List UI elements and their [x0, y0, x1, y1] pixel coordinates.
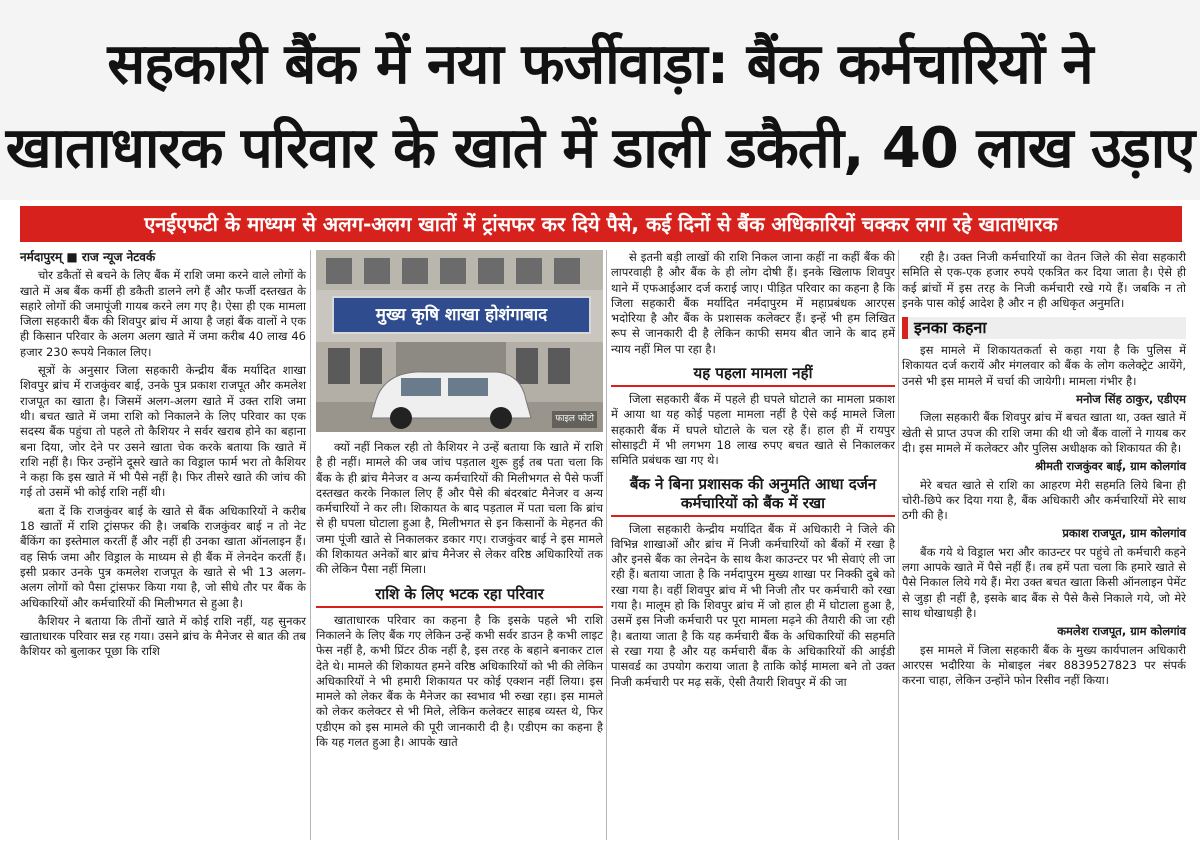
- subheading: राशि के लिए भटक रहा परिवार: [316, 584, 603, 608]
- paragraph: कैशियर ने बताया कि तीनों खाते में कोई राशि नहीं, यह सुनकर खाताधारक परिवार सन्न रह गया। उसने ब्रांच के मैनेजर से बात की तब कैशियर को बुलाकर पूछा कि राशि: [20, 613, 306, 659]
- quote-text: मेरे बचत खाते से राशि का आहरण मेरी सहमति लिये बिना ही चोरी-छिपे कर दिया गया है, बैंक अधिकारी और कर्मचारियों मेरे साथ ठगी की है।: [902, 477, 1186, 523]
- quote-attribution: श्रीमती राजकुंवर बाई, ग्राम कोलगांव: [1034, 459, 1186, 474]
- paragraph: चोर डकैतों से बचने के लिए बैंक में राशि जमा करने वाले लोगों के खाते में अब बैंक कर्मी ही डकैती डालने लगे हैं और फर्जी दस्तखत के सहारे लोगों की जमापूंजी गायब करने लग गए है। ऐसा ही एक मामला जिला सहकारी बैंक की शिवपुर ब्रांच में आया है जहां बैंक वालों ने एक ही किसान परिवार के अलग अलग खाते में जमा करीब 40 लाख 46 हजार 230 रूपये निकाल लिए।: [20, 268, 306, 359]
- bank-branch-photo: [316, 250, 603, 432]
- paragraph: खाताधारक परिवार का कहना है कि इसके पहले भी राशि निकालने के लिए बैंक गए लेकिन उन्हें कभी सर्वर डाउन है कभी लाइट फेस नहीं है, कभी प्रिंटर ठीक नहीं है, इस तरह के बहाने बनाकर टाल देते थे। मामले की शिकायत हमने वरिष्ठ अधिकारियों को भी की लेकिन अधिकारियों ने भी हमारी शिकायत पर कोई एक्शन नहीं लिया। इस मामले को लेकर बैंक के मैनेजर का स्वभाव भी रुखा रहा। इस मामले को लेकर कलेक्टर से भी मिले, लेकिन कलेक्टर साहब व्यस्त थे, फिर एडीएम को इस मामले की पूरी जानकारी दी है। एडीएम का कहना है कि यह गलत हुआ है। आपके खाते: [316, 612, 603, 750]
- paragraph: से इतनी बड़ी लाखों की राशि निकल जाना कहीं ना कहीं बैंक की लापरवाही है और बैंक के ही लोग दोषी हैं। इनके खिलाफ शिवपुर थाने में एफआईआर दर्ज कराई जाए। पीड़ित परिवार का कहना है कि जिला सहकारी बैंक मर्यादित नर्मदापुरम में महाप्रबंधक आरएस भदोरिया है और बैंक के प्रशासक कलेक्टर हैं। इन्हें भी हम लिखित रूप से जानकारी दी है लेकिन काफी समय बीत जाने के बाद हमें न्याय नहीं मिल पा रहा है।: [611, 250, 895, 356]
- article-column-4: [902, 250, 1186, 691]
- building-illustration: [316, 250, 603, 432]
- byline: नर्मदापुरम् ■ राज न्यूज नेटवर्क: [20, 250, 156, 264]
- section-heading: इनका कहना: [902, 317, 1186, 339]
- column-divider: [310, 250, 311, 840]
- quote-text: बैंक गये थे विड्राल भरा और काउन्टर पर पहुंचे तो कर्मचारी कहने लगा आपके खाते में पैसे नहीं हैं। तब हमें पता चला कि हमारे खाते से पैसे निकाल लिये गये हैं। मेरा उक्त बचत खाता किसी ऑनलाइन पेमेंट से जुड़ा ही नहीं है, इसके बाद बैंक से पैसे कैसे निकाले गये, जो मेरे साथ धोखाधड़ी है।: [902, 544, 1186, 620]
- headline-line-1: सहकारी बैंक में नया फर्जीवाड़ा: बैंक कर्मचारियों ने: [107, 32, 1093, 97]
- quote-attribution: कमलेश राजपूत, ग्राम कोलगांव: [1057, 624, 1186, 639]
- strap-banner: एनईएफटी के माध्यम से अलग-अलग खातों में ट्रांसफर कर दिये पैसे, कई दिनों से बैंक अधिकारियों चक्कर लगा रहे खाताधारक: [20, 206, 1182, 242]
- article-column-1: [20, 250, 306, 663]
- column-divider: [898, 250, 899, 840]
- subheading: यह पहला मामला नहीं: [611, 363, 895, 387]
- paragraph: क्यों नहीं निकल रही तो कैशियर ने उन्हें बताया कि खाते में राशि है ही नहीं। मामले की जब जांच पड़ताल शुरू हुई तब पता चला कि बैंक के ही ब्रांच मैनेजर व अन्य कर्मचारियों की मिलीभगत से पैसे फर्जी दस्तखत करके निकाल लिए हैं और पैसे की बंदरबांट मैनेजर व अन्य कर्मचारियों ने कर ली। शिकायत के बाद पड़ताल में पता चला कि ब्रांच से ही घपला घोटाला हुआ है, मिलीभगत से इन किसानों के मेहनत की जमा पूंजी खाते से निकालकर डकार गए। राजकुंवर बाई ने इस मामले की शिकायत अनेकों बार ब्रांच मैनेजर से लेकर वरिष्ठ अधिकारियों तक की लेकिन पैसा नहीं मिला।: [316, 440, 603, 577]
- column-divider: [606, 250, 607, 840]
- quote-text: इस मामले में जिला सहकारी बैंक के मुख्य कार्यपालन अधिकारी आरएस भदौरिया के मोबाइल नंबर 8839527823 पर संपर्क करना चाहा, लेकिन उन्होंने फोन रिसीव नहीं किया।: [902, 642, 1186, 688]
- article-column-3: [611, 250, 895, 693]
- quote-text: जिला सहकारी बैंक शिवपुर ब्रांच में बचत खाता था, उक्त खाते में खेती से प्राप्त उपज की राशि जमा की थी जो बैंक वालों ने गायब कर दी। इस मामले में कलेक्टर और पुलिस अधीक्षक को शिकायत की है।: [902, 410, 1186, 455]
- branch-signboard: मुख्य कृषि शाखा होशंगाबाद: [332, 296, 591, 334]
- headline-line-2: खाताधारक परिवार के खाते में डाली डकैती, 40 लाख उड़ाए: [5, 116, 1195, 181]
- subheading: बैंक ने बिना प्रशासक की अनुमति आधा दर्जन कर्मचारियों को बैंक में रखा: [611, 475, 895, 517]
- quote-attribution: प्रकाश राजपूत, ग्राम कोलगांव: [1062, 526, 1186, 541]
- quote-text: इस मामले में शिकायतकर्ता से कहा गया है कि पुलिस में शिकायत दर्ज करायें और मंगलवार को बैंक के लोग कलेक्ट्रेट आयेंगे, उनसे भी इस मामले में चर्चा की जायेगी। मामला गंभीर है।: [902, 343, 1186, 388]
- photo-caption: फाइल फोटो: [552, 411, 597, 428]
- paragraph: बता दें कि राजकुंवर बाई के खाते से बैंक अधिकारियों ने करीब 18 खातों में राशि ट्रांसफर की है। जबकि राजकुंवर बाई न तो नेट बैंकिंग का इस्तेमाल करतीं हैं और नहीं ही उनका खाता ऑनलाइन हैं। वह सिर्फ जमा और विड्राल के माध्यम से ही बैंक में लेनदेन करतीं हैं। इसी प्रकार उनके पुत्र कमलेश राजपूत के खाते से भी 13 अलग-अलग लोगों को पैसा ट्रांसफर किया गया है, जो सीधे तौर पर बैंक के अधिकारियों और कर्मचारियों की मिलीभगत से हुआ है।: [20, 503, 306, 610]
- paragraph: जिला सहकारी बैंक में पहले ही घपले घोटाले का मामला प्रकाश में आया था यह कोई पहला मामला नहीं है ऐसे कई मामले जिला सहकारी बैंक में घपले घोटाले के चल रहे हैं। हाल ही में रायपुर सोसाइटी में भी लगभग 18 लाख रुपए बचत खाते से निकालकर समिति प्रबंधक खा गए थे।: [611, 392, 895, 468]
- paragraph: सूत्रों के अनुसार जिला सहकारी केन्द्रीय बैंक मर्यादित शाखा शिवपुर ब्रांच में राजकुंवर बाई, उनके पुत्र प्रकाश राजपूत और कमलेश राजपूत का खाता है। जिसमें अलग-अलग खाते में उक्त राशि जमा थी। बचत खाते में जमा राशि को निकालने के लिए परिवार का एक सदस्य बैंक पहुंचा तो पहले तो कैशियर ने सर्वर खराब होने का बहाना बना दिया, जोर देने पर उसने खाता चेक करके बताया कि खाते में राशि नहीं है। फिर उन्होंने दूसरे खाते का विड्राल फार्म भरा तो कैशियर ने कहा कि इस खाते में भी पैसे नहीं है। फिर तीसरे खाते की जांच की गई तो उसमें भी कोई राशि नहीं थी।: [20, 363, 306, 500]
- headline-block: [0, 0, 1200, 200]
- quote-attribution: मनोज सिंह ठाकुर, एडीएम: [1076, 392, 1186, 407]
- paragraph: रही है। उक्त निजी कर्मचारियों का वेतन जिले की सेवा सहकारी समिति से एक-एक हजार रुपये एकत्रित कर दिया जाता है। ऐसे ही कई ब्रांचों में इस तरह के निजी कर्मचारी रखे गये हैं। जबकि न तो इनके पास कोई आदेश है और न ही अधिकृत अनुमति।: [902, 250, 1186, 310]
- paragraph: जिला सहकारी केन्द्रीय मर्यादित बैंक में अधिकारी ने जिले की विभिन्न शाखाओं और ब्रांच में निजी कर्मचारियों को बैंकों में रखा है और इनसे बैंक का लेनदेन के साथ कैश काउन्टर पर भी सेवाएं ली जा रही हैं। बताया जाता है कि नर्मदापुरम मुख्य शाखा पर निक्की दुबे को रखा गया है। वहीं शिवपुर ब्रांच में भी निजी तौर पर कर्मचारी को रखा गया है। मालूम हो कि शिवपुर ब्रांच में जो हाल ही में घोटाला हुआ है, उसमें इस निजी कर्मचारी पर पूरा मामला मढ़ने की तैयारी की जा रही है। बताया जाता है कि यह कर्मचारी बैंक के अधिकारियों की सहमति से रखा गया है और यह कर्मचारी बैंक के अधिकारियों की आईडी पासवर्ड का उपयोग कराया जाता है ताकि कोई मामला बने तो उक्त निजी कर्मचारी पर मढ़ सकें, ऐसी तैयारी शिवपुर में की जा: [611, 521, 895, 689]
- article-column-2: [316, 250, 603, 753]
